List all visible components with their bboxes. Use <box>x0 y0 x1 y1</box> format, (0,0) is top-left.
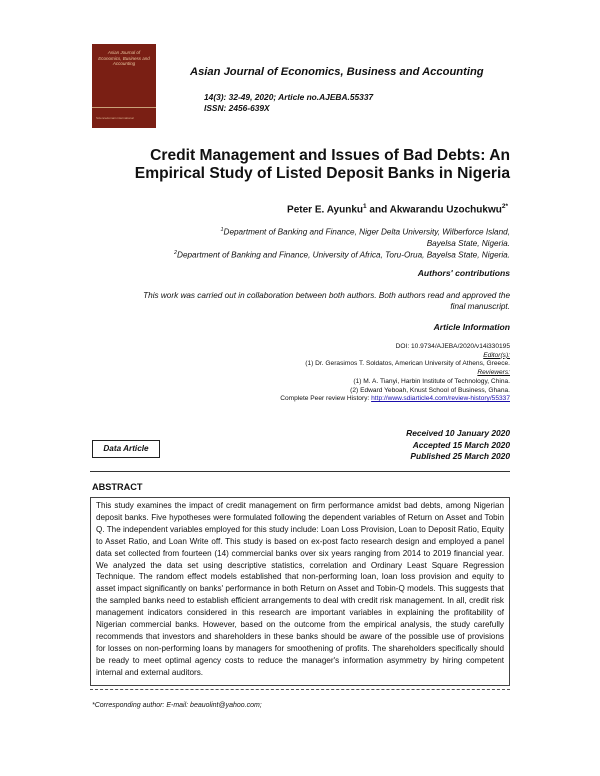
affiliation-1-sup: 1 <box>220 227 224 233</box>
contributions-line-2: final manuscript. <box>450 302 510 311</box>
title-line-2: Empirical Study of Listed Deposit Banks in Nigeria <box>134 165 510 182</box>
footnote-divider <box>90 689 510 690</box>
affiliation-2-sup: 2 <box>173 250 178 256</box>
author-2: Akwarandu Uzochukwu <box>389 204 502 216</box>
doi: DOI: 10.9734/AJEBA/2020/v14i330195 <box>395 343 510 350</box>
author-and: and <box>366 204 390 216</box>
journal-issn: ISSN: 2456-639X <box>204 103 270 113</box>
abstract-heading: ABSTRACT <box>92 482 143 492</box>
author-1: Peter E. Ayunku <box>287 204 363 216</box>
contributions-heading: Authors' contributions <box>417 268 510 278</box>
journal-cover-image <box>92 44 156 128</box>
article-info <box>96 343 510 404</box>
review-history-link[interactable]: http://www.sdiarticle4.com/review-history/55337 <box>371 395 510 403</box>
date-published: Published 25 March 2020 <box>410 451 510 461</box>
editor-1: (1) Dr. Gerasimos T. Soldatos, American University of Athens, Greece. <box>305 360 510 368</box>
title-line-1: Credit Management and Issues of Bad Debts: An <box>150 147 510 164</box>
cover-footer: Sciencedomain international <box>96 116 134 120</box>
affiliation-2 <box>96 248 510 261</box>
contributions-text <box>90 290 510 312</box>
reviewer-2: (2) Edward Yeboah, Knust School of Business, Ghana. <box>350 386 510 394</box>
abstract-text: This study examines the impact of credit management on firm performance amidst bad debts, among Nigerian deposit banks. Five hypotheses were formulated following the dependent variables of Return on Asset and Tobin Q. The independent variables employed for this study include: Loan Loss Provision, Loan to Deposit Ratio, Equity to Asset Ratio, and Loan Write off. This study is based on ex-post facto research design and employed a panel data set collected from fourteen (14) commercial banks over six years ranging from 2014 to 2019 financial year. We analyzed the data set using descriptive statistics, correlation and Ordinary Least Square Regression Technique. The random effect models established that non-performing loan, loan loss provision and equity to asset impact significantly on banks' performance in both Return on Asset and Tobin-Q models. This suggests that the sampled banks need to establish efficient arrangements to deal with credit risk management. In all, credit risk management indicators considered in this research are important variables in explaining the profitability of Nigerian commercial banks. However, based on the outcome from the empirical analysis, the study carefully recommends that investors and shareholders in these banks should be aware of the possible use of provisions for losses on non-performing loans by managers for smoothening of profits. The shareholders specifically should be ready to meet optimal agency costs to reduce the manager's information asymmetry by hiring competent internal and external auditors. <box>96 501 504 677</box>
editors-label: Editor(s): <box>483 351 510 359</box>
date-accepted: Accepted 15 March 2020 <box>412 439 510 450</box>
reviewer-1: (1) M. A. Tianyi, Harbin Institute of Technology, China. <box>353 377 510 385</box>
reviewers-label: Reviewers: <box>477 369 510 377</box>
author-line <box>96 203 508 215</box>
author-1-sup: 1 <box>363 203 367 210</box>
journal-name: Asian Journal of Economics, Business and Accounting <box>190 66 484 78</box>
affiliation-2-line-1: Department of Banking and Finance, University of Africa, Toru-Orua, Bayelsa State, Nigeria. <box>177 250 510 260</box>
paper-title <box>96 147 510 183</box>
journal-issue: 14(3): 32-49, 2020; Article no.AJEBA.55337 <box>204 92 374 102</box>
affiliation-1 <box>96 225 510 250</box>
divider <box>90 471 510 472</box>
corresponding-author: *Corresponding author: E-mail: beauolint@yahoo.com; <box>92 702 262 709</box>
author-2-sup: 2* <box>501 203 508 210</box>
cover-title: Asian Journal of Economics, Business and Accounting <box>98 50 150 66</box>
contributions-line-1: This work was carried out in collaboration between both authors. Both authors read and approved the <box>143 291 510 300</box>
publication-dates <box>300 428 510 463</box>
affiliation-1-line-1: Department of Banking and Finance, Niger Delta University, Wilberforce Island, <box>223 227 510 237</box>
affiliation-1-line-2: Bayelsa State, Nigeria. <box>426 239 510 249</box>
history-label: Complete Peer review History: <box>280 395 372 403</box>
date-received: Received 10 January 2020 <box>406 428 510 438</box>
article-info-heading: Article Information <box>433 322 510 332</box>
cover-stripe <box>92 107 156 108</box>
article-type-badge: Data Article <box>92 440 160 458</box>
